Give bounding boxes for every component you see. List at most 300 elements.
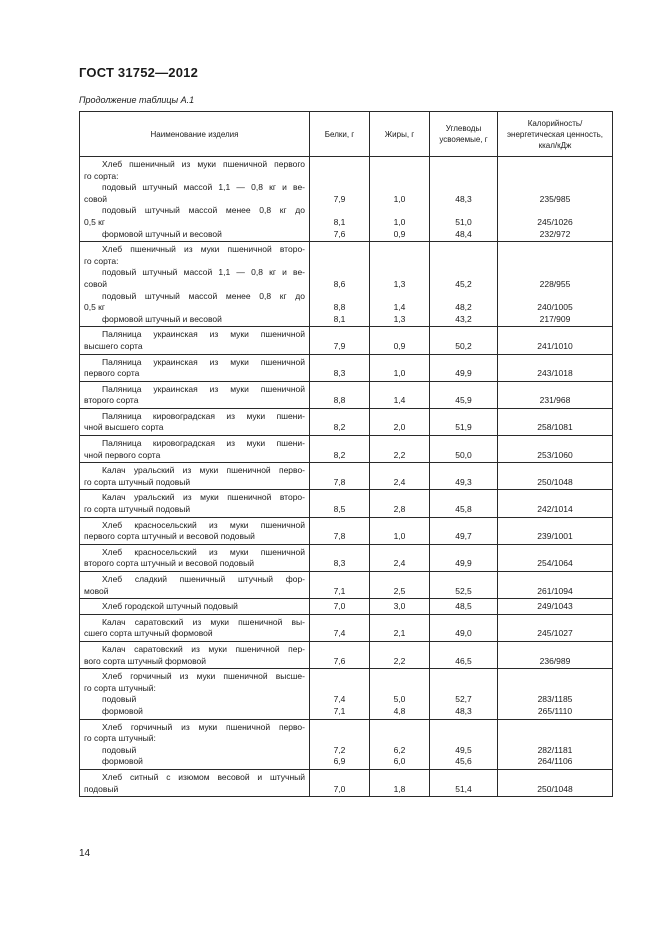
table-row bbox=[80, 544, 613, 571]
cell-energy bbox=[498, 157, 613, 242]
table-row bbox=[80, 769, 613, 796]
table-row bbox=[80, 354, 613, 381]
blank-line bbox=[434, 411, 493, 423]
blank-line bbox=[502, 438, 608, 450]
cell-product-name bbox=[80, 490, 310, 517]
blank-line bbox=[502, 465, 608, 477]
product-name-line: формовой bbox=[102, 756, 143, 767]
table-row bbox=[80, 719, 613, 769]
blank-line bbox=[314, 733, 365, 745]
value-text: 1,4 bbox=[393, 302, 406, 313]
value-text: 7,0 bbox=[333, 783, 346, 794]
product-name-line: Хлеб ситный с изюмом весовой и штучный bbox=[102, 771, 305, 782]
cell-product-name bbox=[80, 463, 310, 490]
cell-energy bbox=[498, 242, 613, 327]
blank-line bbox=[502, 159, 608, 171]
table-row bbox=[80, 242, 613, 327]
blank-line bbox=[314, 722, 365, 734]
blank-line bbox=[374, 683, 425, 695]
value-text: 7,8 bbox=[333, 531, 346, 542]
cell-product-name bbox=[80, 719, 310, 769]
cell-fat bbox=[370, 544, 430, 571]
cell-fat bbox=[370, 517, 430, 544]
cell-carbs bbox=[430, 436, 498, 463]
product-name-line: Хлеб красносельский из муки пшеничной bbox=[102, 519, 305, 530]
blank-line bbox=[314, 411, 365, 423]
product-name-line: первого сорта bbox=[84, 368, 140, 379]
cell-protein bbox=[310, 599, 370, 615]
value-text: 250/1048 bbox=[537, 476, 573, 487]
value-text: 1,3 bbox=[393, 278, 406, 289]
value-text: 3,0 bbox=[393, 601, 406, 612]
cell-fat bbox=[370, 157, 430, 242]
blank-line bbox=[374, 547, 425, 559]
cell-product-name bbox=[80, 381, 310, 408]
value-text: 45,9 bbox=[455, 395, 472, 406]
value-text: 48,3 bbox=[455, 193, 472, 204]
blank-line bbox=[434, 547, 493, 559]
product-name-line: подовый bbox=[102, 744, 137, 755]
blank-line bbox=[374, 205, 425, 217]
cell-carbs bbox=[430, 517, 498, 544]
value-text: 52,5 bbox=[455, 585, 472, 596]
cell-fat bbox=[370, 719, 430, 769]
product-name-line: Паляница кировоградская из муки пшени- bbox=[102, 410, 305, 421]
blank-line bbox=[314, 465, 365, 477]
blank-line bbox=[502, 205, 608, 217]
cell-product-name bbox=[80, 614, 310, 641]
blank-line bbox=[374, 438, 425, 450]
blank-line bbox=[314, 772, 365, 784]
value-text: 7,9 bbox=[333, 340, 346, 351]
blank-line bbox=[374, 357, 425, 369]
value-text: 253/1060 bbox=[537, 449, 573, 460]
blank-line bbox=[434, 671, 493, 683]
blank-line bbox=[502, 267, 608, 279]
table-row bbox=[80, 641, 613, 668]
value-text: 49,9 bbox=[455, 558, 472, 569]
cell-product-name bbox=[80, 354, 310, 381]
cell-product-name bbox=[80, 327, 310, 354]
blank-line bbox=[434, 438, 493, 450]
value-text: 245/1026 bbox=[537, 216, 573, 227]
product-name-line: 0,5 кг bbox=[84, 216, 105, 227]
product-name-line: го сорта штучный: bbox=[84, 733, 156, 744]
value-text: 48,2 bbox=[455, 302, 472, 313]
value-text: 7,4 bbox=[333, 628, 346, 639]
product-name-line: высшего сорта bbox=[84, 340, 143, 351]
blank-line bbox=[502, 492, 608, 504]
blank-line bbox=[434, 492, 493, 504]
product-name-line: второго сорта bbox=[84, 395, 139, 406]
product-name-line: Хлеб городской штучный подовый bbox=[102, 601, 238, 612]
value-text: 49,5 bbox=[455, 744, 472, 755]
blank-line bbox=[502, 772, 608, 784]
cell-carbs bbox=[430, 544, 498, 571]
value-text: 265/1110 bbox=[537, 705, 573, 716]
cell-product-name bbox=[80, 641, 310, 668]
value-text: 1,4 bbox=[393, 395, 406, 406]
product-name-line: Калач саратовский из муки пшеничной вы- bbox=[102, 616, 305, 627]
cell-protein bbox=[310, 669, 370, 719]
value-text: 261/1094 bbox=[537, 585, 573, 596]
value-text: 2,8 bbox=[393, 504, 406, 515]
cell-carbs bbox=[430, 572, 498, 599]
cell-protein bbox=[310, 157, 370, 242]
cell-energy bbox=[498, 669, 613, 719]
product-name-line: Паляница украинская из муки пшеничной bbox=[102, 329, 305, 340]
header-energy bbox=[498, 112, 613, 157]
cell-carbs bbox=[430, 354, 498, 381]
blank-line bbox=[502, 574, 608, 586]
blank-line bbox=[502, 617, 608, 629]
value-text: 7,2 bbox=[333, 744, 346, 755]
cell-fat bbox=[370, 599, 430, 615]
cell-carbs bbox=[430, 463, 498, 490]
cell-energy bbox=[498, 544, 613, 571]
blank-line bbox=[374, 384, 425, 396]
value-text: 50,0 bbox=[455, 449, 472, 460]
blank-line bbox=[434, 772, 493, 784]
blank-line bbox=[502, 722, 608, 734]
value-text: 7,1 bbox=[333, 705, 346, 716]
cell-energy bbox=[498, 599, 613, 615]
header-protein bbox=[310, 112, 370, 157]
blank-line bbox=[434, 617, 493, 629]
table-body bbox=[80, 157, 613, 797]
blank-line bbox=[434, 159, 493, 171]
product-name-line: формовой штучный и весовой bbox=[102, 313, 222, 324]
product-name-line: совой bbox=[84, 193, 107, 204]
table-row bbox=[80, 381, 613, 408]
value-text: 5,0 bbox=[393, 694, 406, 705]
value-text: 228/955 bbox=[539, 278, 571, 289]
value-text: 239/1001 bbox=[537, 531, 573, 542]
cell-fat bbox=[370, 327, 430, 354]
product-name-line: Паляница кировоградская из муки пшени- bbox=[102, 438, 305, 449]
cell-fat bbox=[370, 354, 430, 381]
cell-product-name bbox=[80, 572, 310, 599]
blank-line bbox=[434, 267, 493, 279]
value-text: 8,1 bbox=[333, 216, 346, 227]
blank-line bbox=[434, 171, 493, 183]
blank-line bbox=[314, 329, 365, 341]
blank-line bbox=[374, 722, 425, 734]
cell-carbs bbox=[430, 408, 498, 435]
cell-carbs bbox=[430, 719, 498, 769]
cell-energy bbox=[498, 614, 613, 641]
value-text: 7,0 bbox=[333, 601, 346, 612]
blank-line bbox=[434, 644, 493, 656]
table-row bbox=[80, 490, 613, 517]
cell-protein bbox=[310, 354, 370, 381]
blank-line bbox=[374, 329, 425, 341]
header-line: энергетическая ценность, bbox=[506, 129, 604, 139]
value-text: 0,9 bbox=[393, 340, 406, 351]
blank-line bbox=[314, 267, 365, 279]
blank-line bbox=[502, 547, 608, 559]
value-text: 6,9 bbox=[333, 756, 346, 767]
value-text: 8,6 bbox=[333, 278, 346, 289]
value-text: 283/1185 bbox=[537, 694, 573, 705]
blank-line bbox=[314, 159, 365, 171]
value-text: 264/1106 bbox=[537, 756, 573, 767]
value-text: 231/968 bbox=[539, 395, 571, 406]
blank-line bbox=[502, 683, 608, 695]
header-product-name bbox=[80, 112, 310, 157]
blank-line bbox=[502, 384, 608, 396]
product-name-line: Хлеб сладкий пшеничный штучный фор- bbox=[102, 574, 305, 584]
header-line: Жиры, г bbox=[384, 129, 415, 139]
value-text: 2,4 bbox=[393, 476, 406, 487]
value-text: 258/1081 bbox=[537, 422, 573, 433]
cell-protein bbox=[310, 641, 370, 668]
blank-line bbox=[502, 256, 608, 268]
table-row bbox=[80, 408, 613, 435]
blank-line bbox=[374, 267, 425, 279]
value-text: 7,6 bbox=[333, 655, 346, 666]
cell-carbs bbox=[430, 327, 498, 354]
value-text: 1,0 bbox=[393, 531, 406, 542]
blank-line bbox=[314, 256, 365, 268]
value-text: 7,8 bbox=[333, 476, 346, 487]
cell-fat bbox=[370, 572, 430, 599]
product-name-line: чной высшего сорта bbox=[84, 422, 164, 433]
nutrition-table bbox=[79, 111, 613, 797]
value-text: 6,2 bbox=[393, 744, 406, 755]
cell-protein bbox=[310, 436, 370, 463]
product-name-line: го сорта: bbox=[84, 170, 119, 181]
value-text: 1,0 bbox=[393, 216, 406, 227]
blank-line bbox=[434, 329, 493, 341]
value-text: 51,4 bbox=[455, 783, 472, 794]
blank-line bbox=[434, 291, 493, 303]
value-text: 8,3 bbox=[333, 558, 346, 569]
table-row bbox=[80, 517, 613, 544]
blank-line bbox=[374, 617, 425, 629]
product-name-line: сшего сорта штучный формовой bbox=[84, 628, 213, 639]
product-name-line: мовой bbox=[84, 585, 109, 596]
value-text: 8,2 bbox=[333, 422, 346, 433]
document-standard-title: ГОСТ 31752—2012 bbox=[79, 65, 198, 80]
blank-line bbox=[374, 291, 425, 303]
value-text: 51,0 bbox=[455, 216, 472, 227]
cell-energy bbox=[498, 463, 613, 490]
cell-carbs bbox=[430, 669, 498, 719]
blank-line bbox=[434, 205, 493, 217]
blank-line bbox=[374, 182, 425, 194]
cell-energy bbox=[498, 354, 613, 381]
value-text: 242/1014 bbox=[537, 504, 573, 515]
blank-line bbox=[374, 465, 425, 477]
blank-line bbox=[314, 547, 365, 559]
blank-line bbox=[434, 683, 493, 695]
cell-carbs bbox=[430, 599, 498, 615]
value-text: 48,5 bbox=[455, 601, 472, 612]
cell-carbs bbox=[430, 490, 498, 517]
blank-line bbox=[434, 182, 493, 194]
cell-carbs bbox=[430, 157, 498, 242]
cell-protein bbox=[310, 490, 370, 517]
page-number: 14 bbox=[79, 848, 91, 859]
table-row bbox=[80, 157, 613, 242]
value-text: 1,0 bbox=[393, 368, 406, 379]
value-text: 235/985 bbox=[539, 193, 571, 204]
header-line: ккал/кДж bbox=[538, 140, 572, 150]
cell-fat bbox=[370, 436, 430, 463]
cell-energy bbox=[498, 327, 613, 354]
header-line: Белки, г bbox=[324, 129, 355, 139]
product-name-line: го сорта штучный: bbox=[84, 682, 156, 693]
blank-line bbox=[314, 357, 365, 369]
value-text: 45,2 bbox=[455, 278, 472, 289]
blank-line bbox=[314, 384, 365, 396]
cell-protein bbox=[310, 572, 370, 599]
blank-line bbox=[374, 159, 425, 171]
product-name-line: подовый штучный массой 1,1 — 0,8 кг и ве- bbox=[102, 267, 305, 278]
value-text: 232/972 bbox=[539, 228, 571, 239]
value-text: 236/989 bbox=[539, 655, 571, 666]
blank-line bbox=[502, 171, 608, 183]
cell-fat bbox=[370, 463, 430, 490]
value-text: 2,2 bbox=[393, 655, 406, 666]
cell-energy bbox=[498, 719, 613, 769]
blank-line bbox=[434, 244, 493, 256]
blank-line bbox=[374, 171, 425, 183]
cell-energy bbox=[498, 641, 613, 668]
blank-line bbox=[314, 671, 365, 683]
header-line: Калорийность/ bbox=[527, 118, 583, 128]
table-caption: Продолжение таблицы А.1 bbox=[79, 95, 195, 105]
product-name-line: Калач уральский из муки пшеничной второ- bbox=[102, 492, 305, 503]
product-name-line: Хлеб горчичный из муки пшеничной высше- bbox=[102, 671, 305, 682]
product-name-line: Хлеб пшеничный из муки пшеничной первого bbox=[102, 159, 305, 169]
product-name-line: первого сорта штучный и весовой подовый bbox=[84, 531, 255, 542]
blank-line bbox=[434, 574, 493, 586]
value-text: 243/1018 bbox=[537, 368, 573, 379]
value-text: 49,9 bbox=[455, 368, 472, 379]
cell-protein bbox=[310, 408, 370, 435]
cell-carbs bbox=[430, 381, 498, 408]
blank-line bbox=[434, 384, 493, 396]
value-text: 8,5 bbox=[333, 504, 346, 515]
cell-protein bbox=[310, 327, 370, 354]
cell-carbs bbox=[430, 769, 498, 796]
value-text: 245/1027 bbox=[537, 628, 573, 639]
cell-energy bbox=[498, 381, 613, 408]
product-name-line: подовый штучный массой 1,1 — 0,8 кг и ве- bbox=[102, 182, 305, 193]
blank-line bbox=[434, 733, 493, 745]
value-text: 45,6 bbox=[455, 756, 472, 767]
blank-line bbox=[314, 574, 365, 586]
product-name-line: го сорта штучный подовый bbox=[84, 476, 191, 487]
blank-line bbox=[314, 205, 365, 217]
cell-fat bbox=[370, 669, 430, 719]
cell-product-name bbox=[80, 242, 310, 327]
blank-line bbox=[434, 520, 493, 532]
table-row bbox=[80, 436, 613, 463]
value-text: 8,2 bbox=[333, 449, 346, 460]
value-text: 49,0 bbox=[455, 628, 472, 639]
blank-line bbox=[314, 438, 365, 450]
blank-line bbox=[502, 733, 608, 745]
value-text: 254/1064 bbox=[537, 558, 573, 569]
blank-line bbox=[434, 722, 493, 734]
value-text: 1,8 bbox=[393, 783, 406, 794]
product-name-line: Хлеб горчичный из муки пшеничной перво- bbox=[102, 721, 305, 732]
product-name-line: вого сорта штучный формовой bbox=[84, 655, 206, 666]
blank-line bbox=[314, 617, 365, 629]
product-name-line: подовый штучный массой менее 0,8 кг до bbox=[102, 205, 305, 216]
value-text: 45,8 bbox=[455, 504, 472, 515]
product-name-line: второго сорта штучный и весовой подовый bbox=[84, 558, 254, 569]
value-text: 249/1043 bbox=[537, 601, 573, 612]
header-fat bbox=[370, 112, 430, 157]
product-name-line: формовой штучный и весовой bbox=[102, 228, 222, 239]
cell-energy bbox=[498, 517, 613, 544]
cell-energy bbox=[498, 490, 613, 517]
value-text: 2,5 bbox=[393, 585, 406, 596]
cell-product-name bbox=[80, 599, 310, 615]
blank-line bbox=[374, 520, 425, 532]
cell-product-name bbox=[80, 517, 310, 544]
table-row bbox=[80, 572, 613, 599]
cell-fat bbox=[370, 490, 430, 517]
blank-line bbox=[502, 329, 608, 341]
blank-line bbox=[374, 244, 425, 256]
blank-line bbox=[502, 182, 608, 194]
product-name-line: 0,5 кг bbox=[84, 302, 105, 313]
cell-carbs bbox=[430, 641, 498, 668]
blank-line bbox=[434, 357, 493, 369]
table-header-row bbox=[80, 112, 613, 157]
blank-line bbox=[374, 772, 425, 784]
value-text: 2,1 bbox=[393, 628, 406, 639]
cell-protein bbox=[310, 517, 370, 544]
header-line: Углеводы bbox=[445, 124, 482, 133]
blank-line bbox=[374, 256, 425, 268]
blank-line bbox=[502, 291, 608, 303]
product-name-line: подовый штучный массой менее 0,8 кг до bbox=[102, 290, 305, 301]
product-name-line: чной первого сорта bbox=[84, 449, 161, 460]
product-name-line: Хлеб пшеничный из муки пшеничной второ- bbox=[102, 244, 305, 255]
cell-protein bbox=[310, 719, 370, 769]
value-text: 2,2 bbox=[393, 449, 406, 460]
cell-fat bbox=[370, 614, 430, 641]
value-text: 1,0 bbox=[393, 193, 406, 204]
cell-carbs bbox=[430, 242, 498, 327]
cell-fat bbox=[370, 381, 430, 408]
value-text: 43,2 bbox=[455, 313, 472, 324]
header-carbs bbox=[430, 112, 498, 157]
cell-product-name bbox=[80, 436, 310, 463]
blank-line bbox=[434, 465, 493, 477]
blank-line bbox=[374, 492, 425, 504]
product-name-line: Хлеб красносельский из муки пшеничной bbox=[102, 546, 305, 557]
value-text: 49,3 bbox=[455, 476, 472, 487]
blank-line bbox=[374, 411, 425, 423]
header-line: Наименование изделия bbox=[150, 129, 239, 139]
header-line: усвояемые, г bbox=[439, 135, 488, 144]
value-text: 1,3 bbox=[393, 313, 406, 324]
table-row bbox=[80, 463, 613, 490]
blank-line bbox=[374, 733, 425, 745]
blank-line bbox=[314, 291, 365, 303]
blank-line bbox=[314, 182, 365, 194]
cell-energy bbox=[498, 436, 613, 463]
product-name-line: Паляница украинская из муки пшеничной bbox=[102, 356, 305, 367]
product-name-line: подовый bbox=[84, 783, 119, 794]
